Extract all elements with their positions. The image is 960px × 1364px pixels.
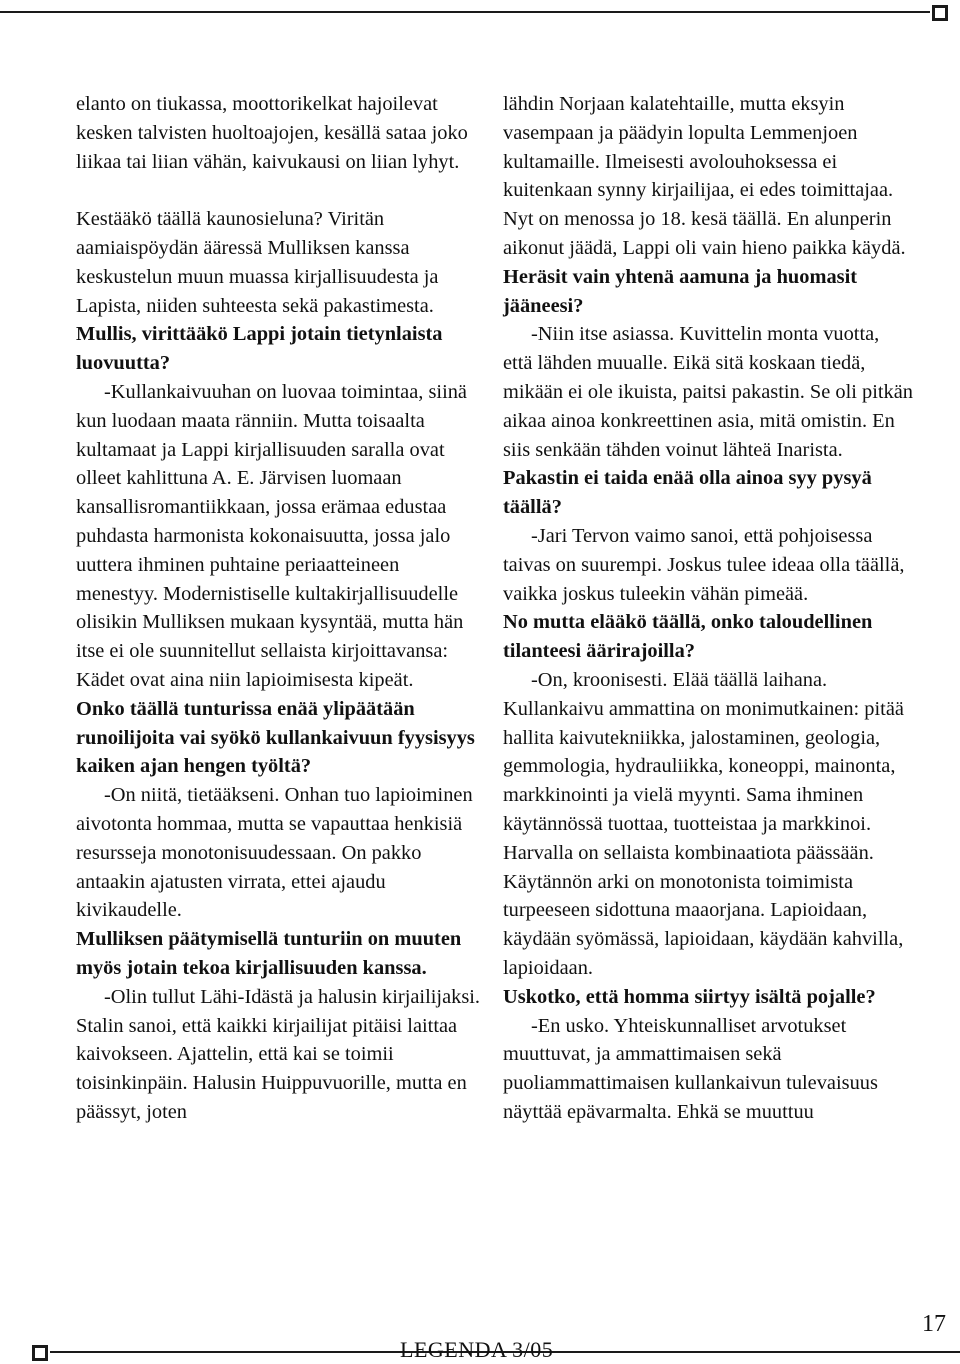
body-paragraph: -En usko. Yhteiskunnalliset arvotukset muuttuvat, ja ammattimaisen sekä puoliammattimaisen kullankaivun tulevaisuus näyttää epävarmalta. Ehkä se muuttuu	[503, 1014, 878, 1123]
column-left	[76, 90, 486, 1127]
question-paragraph: Heräsit vain yhtenä aamuna ja huomasit jääneesi?	[503, 265, 858, 317]
body-paragraph: -On, kroonisesti. Elää täällä laihana. Kullankaivu ammattina on monimutkainen: pitää hallita kaivutekniikka, jalostaminen, geologia, gemmologia, hydrauliikka, koneoppi, mainonta, markkinointi ja vielä myynti. Sama ihminen käytännössä tuottaa, tuotteistaa ja markkinoi. Harvalla on sellaista kombinaatiota päässään. Käytännön arki on monotonista toimimista turpeeseen sidottuna maaorjana. Lapioidaan, käydään syömässä, lapioidaan, käydään kahvilla, lapioidaan.	[503, 668, 904, 979]
top-corner-square	[932, 5, 948, 21]
question-paragraph: Mulliksen päätymisellä tunturiin on muuten myös jotain tekoa kirjallisuuden kanssa.	[76, 928, 462, 979]
question-paragraph: Mullis, virittääkö Lappi jotain tietynlaista luovuutta?	[76, 323, 443, 375]
question-paragraph: Onko täällä tunturissa enää ylipäätään runoilijoita vai syökö kullankaivuun fyysisyys kaiken ajan hengen työltä?	[76, 697, 475, 778]
body-paragraph: Kestääkö täällä kaunosieluna? Viritän aamiaispöydän ääressä Mulliksen kanssa keskustelun muun muassa kirjallisuudesta ja Lapista, niiden suhteesta sekä pakastimesta.	[76, 208, 439, 317]
question-paragraph: No mutta elääkö täällä, onko taloudellinen tilanteesi äärirajoilla?	[503, 611, 873, 663]
body-paragraph: lähdin Norjaan kalatehtaille, mutta eksyin vasempaan ja päädyin lopulta Lemmenjoen kultamaille. Ilmeisesti avolouhoksessa ei kuitenkaan synny kirjailijaa, ei edes toimittajaa. Nyt on menossa jo 18. kesä täällä. En alunperin aikonut jäädä, Lappi oli vain hieno paikka käydä.	[503, 93, 906, 259]
page-number: 17	[922, 1311, 946, 1337]
column-right	[503, 90, 913, 1127]
top-rule	[0, 11, 930, 13]
body-paragraph: elanto on tiukassa, moottorikelkat hajoilevat kesken talvisten huoltoajojen, kesällä sataa joko liikaa tai liian vähän, kaivukausi on liian lyhyt.	[76, 93, 468, 173]
body-paragraph: -Niin itse asiassa. Kuvittelin monta vuotta, että lähden muualle. Eikä sitä koskaan tiedä, mikään ei ole ikuista, paitsi pakastin. Se oli pitkän aikaa ainoa konkreettinen asia, mitä omistin. En siis senkään tähden voinut lähteä Inarista.	[503, 323, 914, 461]
question-paragraph: Pakastin ei taida enää olla ainoa syy pysyä täällä?	[503, 467, 872, 519]
body-paragraph: -Jari Tervon vaimo sanoi, että pohjoisessa taivas on suurempi. Joskus tulee ideaa olla täällä, vaikka joskus tuleekin vähän pimeää.	[503, 524, 905, 605]
body-paragraph: -Kullankaivuuhan on luovaa toimintaa, siinä kun luodaan maata ränniin. Mutta toisaalta kultamaat ja Lappi kirjallisuuden saralla ovat olleet kahlittuna A. E. Järvisen luomaan kansallisromantiikkaan, jossa erämaa edustaa puhdasta harmonista kokonaisuutta, jossa jalo uuttera ihminen puhtaine periaatteineen menestyy. Modernistiselle kultakirjallisuudelle olisikin Mulliksen mukaan kysyntää, mutta hän itse ei ole suunnitellut sellaista kirjoittavansa: Kädet ovat aina niin lapioimisesta kipeät.	[76, 380, 467, 691]
magazine-issue: LEGENDA 3/05	[400, 1337, 554, 1362]
question-paragraph: Uskotko, että homma siirtyy isältä pojalle?	[503, 985, 876, 1008]
body-paragraph: -On niitä, tietääkseni. Onhan tuo lapioiminen aivotonta hommaa, mutta se vapauttaa henkisiä resursseja monotonisuudessaan. On pakko antaakin ajatusten virrata, ettei ajaudu kivikaudelle.	[76, 784, 473, 922]
body-paragraph: -Olin tullut Lähi-Idästä ja halusin kirjailijaksi. Stalin sanoi, että kaikki kirjailijat pitäisi laittaa kaivokseen. Ajattelin, että kai se toimii toisinkinpäin. Halusin Huippuvuorille, mutta en päässyt, joten	[76, 985, 481, 1123]
bottom-corner-square	[32, 1345, 48, 1361]
